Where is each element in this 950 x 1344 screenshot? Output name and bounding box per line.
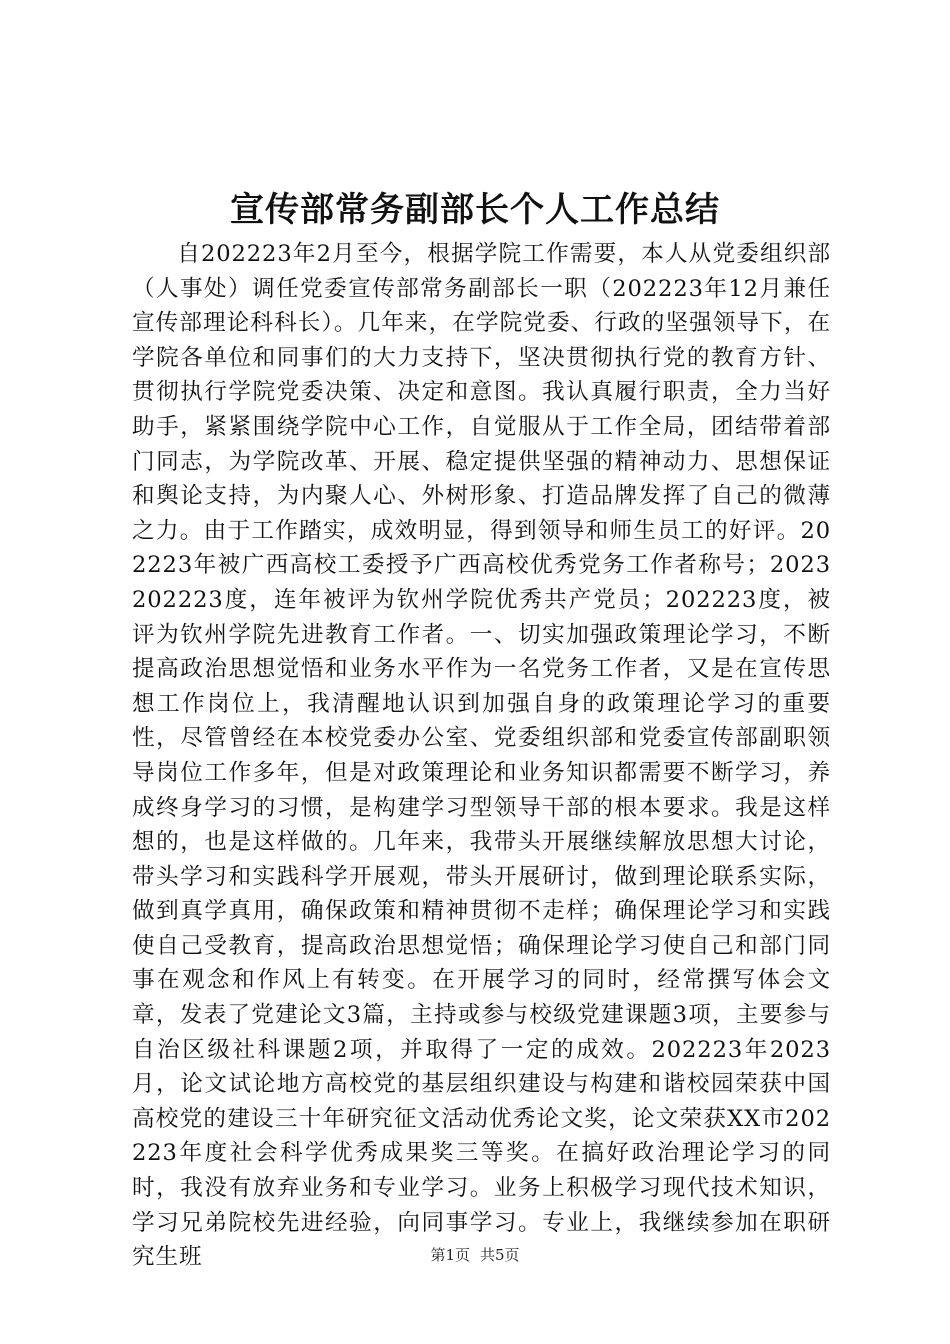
page-number-current: 第1页: [430, 1246, 470, 1264]
page-footer: [0, 1245, 950, 1265]
page-number-total: 共5页: [480, 1246, 520, 1264]
document-title: 宣传部常务副部长个人工作总结: [230, 190, 720, 230]
document-body-paragraph: 自202223年2月至今，根据学院工作需要，本人从党委组织部（人事处）调任党委宣传部常务副部长一职（202223年12月兼任宣传部理论科科长）。几年来，在学院党委、行政的坚强领导下，在学院各单位和同事们的大力支持下，坚决贯彻执行党的教育方针、贯彻执行学院党委决策、决定和意图。我认真履行职责，全力当好助手，紧紧围绕学院中心工作，自觉服从于工作全局，团结带着部门同志，为学院改革、开展、稳定提供坚强的精神动力、思想保证和舆论支持，为内聚人心、外树形象、打造品牌发挥了自己的微薄之力。由于工作踏实，成效明显，得到领导和师生员工的好评。202223年被广西高校工委授予广西高校优秀党务工作者称号；2023202223度，连年被评为钦州学院优秀共产党员；202223度，被评为钦州学院先进教育工作者。一、切实加强政策理论学习，不断提高政治思想觉悟和业务水平作为一名党务工作者，又是在宣传思想工作岗位上，我清醒地认识到加强自身的政策理论学习的重要性，尽管曾经在本校党委办公室、党委组织部和党委宣传部副职领导岗位工作多年，但是对政策理论和业务知识都需要不断学习，养成终身学习的习惯，是构建学习型领导干部的根本要求。我是这样想的，也是这样做的。几年来，我带头开展继续解放思想大讨论，带头学习和实践科学开展观，带头开展研讨，做到理论联系实际，做到真学真用，确保政策和精神贯彻不走样；确保理论学习和实践使自己受教育，提高政治思想觉悟；确保理论学习使自己和部门同事在观念和作风上有转变。在开展学习的同时，经常撰写体会文章，发表了党建论文3篇，主持或参与校级党建课题3项，主要参与自治区级社科课题2项，并取得了一定的成效。202223年2023月，论文试论地方高校党的基层组织建设与构建和谐校园荣获中国高校党的建设三十年研究征文活动优秀论文奖，论文荣获XX市202223年度社会科学优秀成果奖三等奖。在搞好政治理论学习的同时，我没有放弃业务和专业学习。业务上积极学习现代技术知识，学习兄弟院校先进经验，向同事学习。专业上，我继续参加在职研究生班: [132, 241, 831, 1271]
